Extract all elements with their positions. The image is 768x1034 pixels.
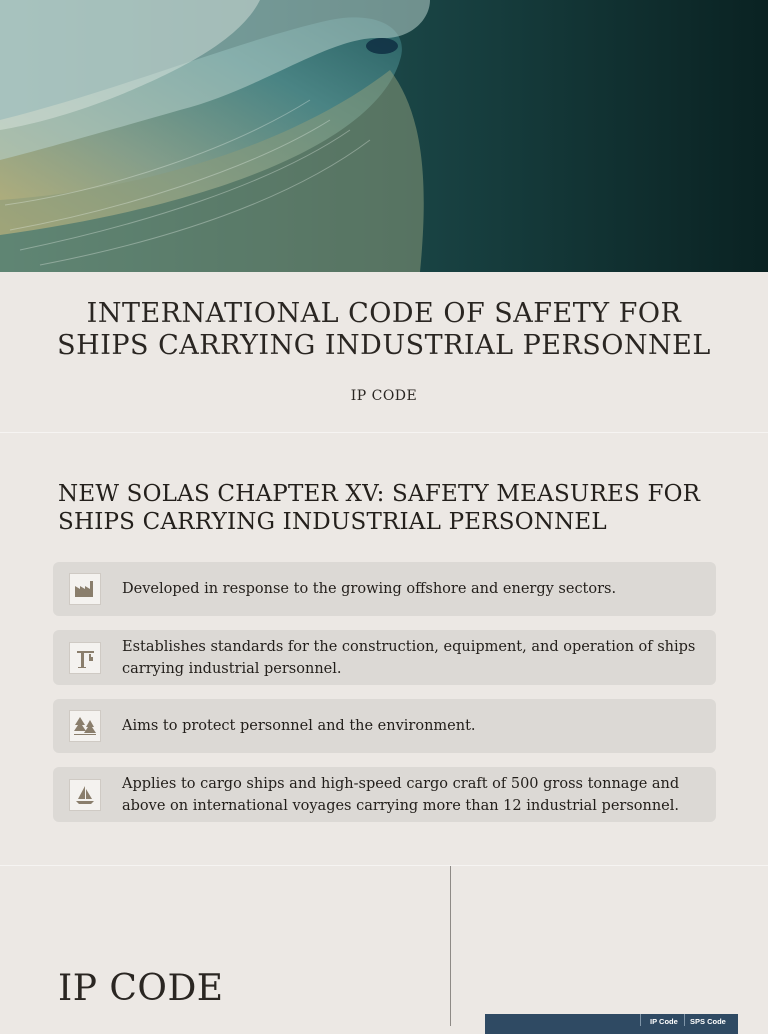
page-title xyxy=(0,272,768,362)
table-header-ip-code: IP Code xyxy=(650,1017,678,1026)
page-title-line1: INTERNATIONAL CODE OF SAFETY FOR xyxy=(86,298,682,329)
info-card xyxy=(53,562,716,616)
info-card xyxy=(53,767,716,822)
section-heading-line1: NEW SOLAS CHAPTER XV: SAFETY MEASURES FOR xyxy=(58,481,701,507)
table-header-sps-code: SPS Code xyxy=(690,1017,726,1026)
table-separator xyxy=(640,1014,641,1026)
ip-code-heading: IP CODE xyxy=(58,968,224,1009)
factory-icon xyxy=(69,573,101,605)
info-card-text: Aims to protect personnel and the environment. xyxy=(122,718,476,734)
section-heading-line2: SHIPS CARRYING INDUSTRIAL PERSONNEL xyxy=(58,509,607,535)
sailboat-icon xyxy=(69,779,101,811)
info-card-text: Applies to cargo ships and high-speed cargo craft of 500 gross tonnage and above on international voyages carrying more than 12 industrial personnel. xyxy=(122,775,680,814)
info-card xyxy=(53,699,716,753)
info-card xyxy=(53,630,716,685)
crane-icon xyxy=(69,642,101,674)
hero-image xyxy=(0,0,768,272)
info-card-text: Developed in response to the growing offshore and energy sectors. xyxy=(122,581,617,597)
safety-measures-section xyxy=(0,433,768,866)
page-title-line2: SHIPS CARRYING INDUSTRIAL PERSONNEL xyxy=(57,330,711,361)
ip-code-section xyxy=(0,866,768,1026)
section-heading xyxy=(53,433,716,562)
trees-icon xyxy=(69,710,101,742)
vertical-divider xyxy=(450,866,451,1026)
page-subtitle: IP CODE xyxy=(350,388,418,404)
wave-illustration xyxy=(0,0,768,272)
table-separator xyxy=(684,1014,685,1026)
info-card-text: Establishes standards for the construction, equipment, and operation of ships carrying industrial personnel. xyxy=(122,638,696,677)
comparison-table-header xyxy=(485,1014,738,1034)
title-section xyxy=(0,272,768,433)
